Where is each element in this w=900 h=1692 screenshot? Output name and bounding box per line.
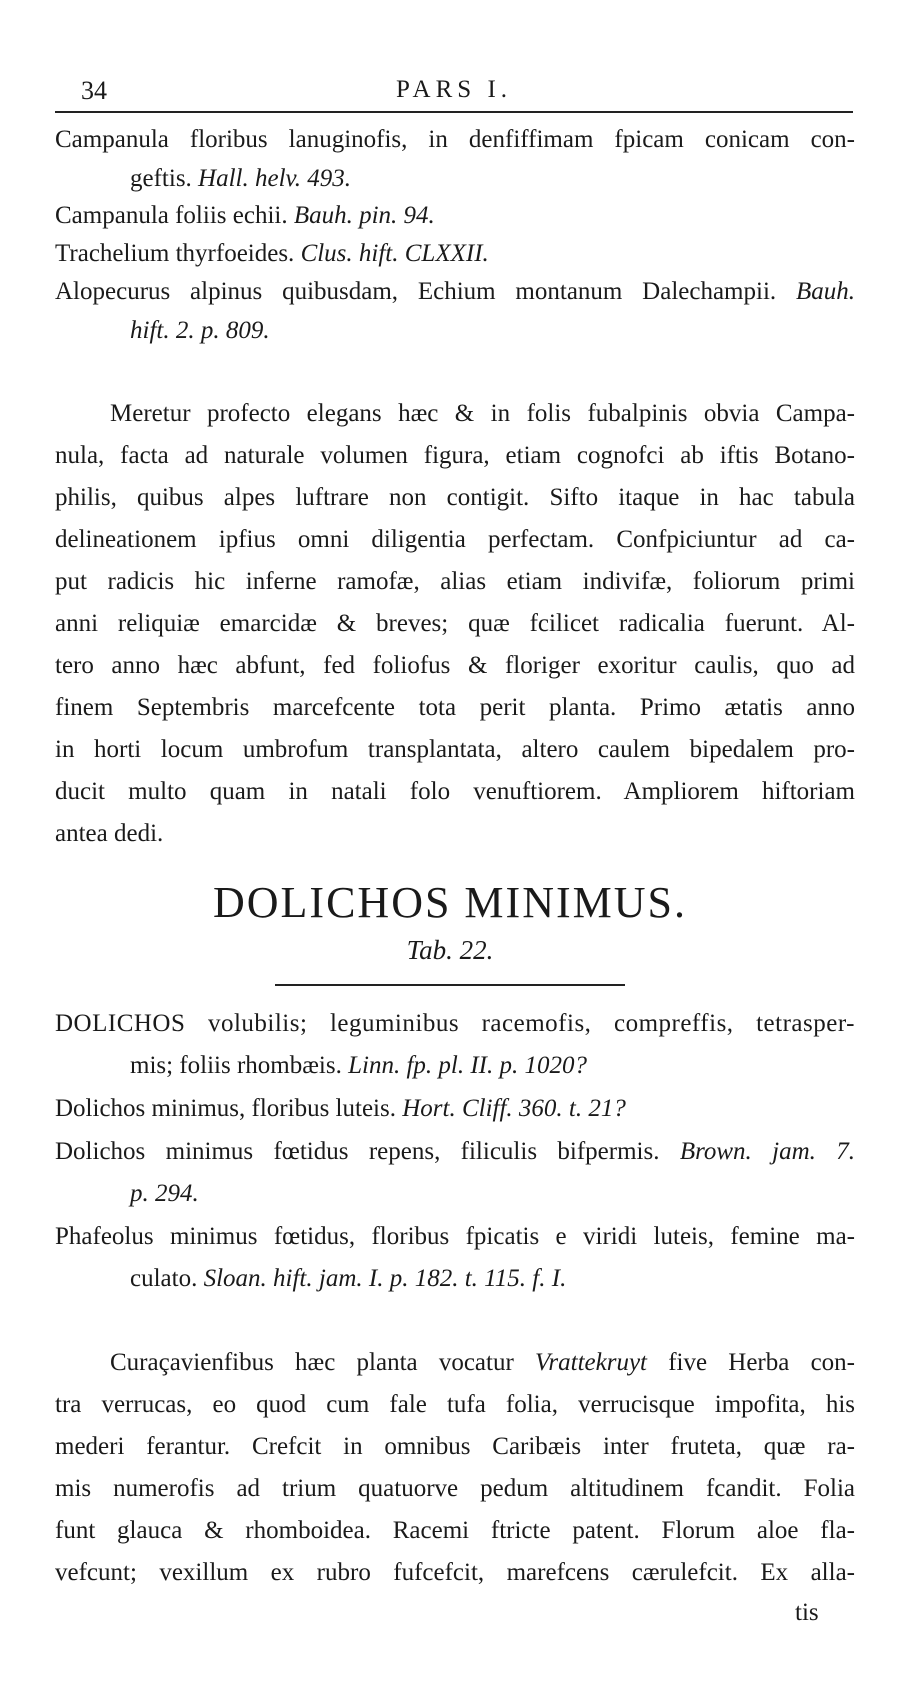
paragraph-line: Curaçavienfibus hæc planta vocatur Vrattekruyt five Herba con- <box>110 1349 855 1376</box>
synonym-line: Dolichos minimus fœtidus repens, filiculis bifpermis. Brown. jam. 7. <box>55 1138 856 1165</box>
paragraph-line: tero anno hæc abfunt, fed foliofus & floriger exoritur caulis, quo ad <box>55 652 855 679</box>
section-title: DOLICHOS MINIMUS. <box>212 878 688 927</box>
synonym-line: Dolichos minimus, floribus luteis. Hort. Cliff. 360. t. 21? <box>55 1095 626 1122</box>
synonym-line: Phafeolus minimus fœtidus, floribus fpicatis e viridi luteis, femine ma- <box>55 1223 855 1250</box>
synonym-line: mis; foliis rhombæis. Linn. fp. pl. II. p. 1020? <box>130 1052 587 1079</box>
section-rule <box>275 984 625 986</box>
page-header <box>55 76 853 110</box>
paragraph-line: in horti locum umbrofum transplantata, altero caulem bipedalem pro- <box>55 736 855 763</box>
citation: Bauh. <box>795 278 855 305</box>
synonym-line: Campanula floribus lanuginofis, in denfiffimam fpicam conicam con- <box>55 126 855 153</box>
citation: Clus. hift. CLXXII. <box>300 240 489 267</box>
paragraph-line: mis numerofis ad trium quatuorve pedum altitudinem fcandit. Folia <box>55 1475 855 1502</box>
synonym-line: geftis. Hall. helv. 493. <box>130 165 352 192</box>
paragraph-line: Meretur profecto elegans hæc & in folis fubalpinis obvia Campa- <box>110 400 855 427</box>
paragraph-line: nula, facta ad naturale volumen figura, etiam cognofci ab iftis Botano- <box>55 442 855 469</box>
running-title: PARS I. <box>395 76 513 103</box>
citation: Hort. Cliff. 360. t. 21? <box>402 1095 626 1122</box>
citation: Bauh. pin. 94. <box>293 202 435 229</box>
paragraph-line: put radicis hic inferne ramofæ, alias etiam indivifæ, foliorum primi <box>55 568 855 595</box>
vernacular-name: Vrattekruyt <box>535 1349 647 1376</box>
synonym-line: culato. Sloan. hift. jam. I. p. 182. t. 115. f. I. <box>130 1265 567 1292</box>
paragraph-line: vefcunt; vexillum ex rubro fufcefcit, marefcens cærulefcit. Ex alla- <box>55 1559 855 1586</box>
paragraph-line: funt glauca & rhomboidea. Racemi ftricte patent. Florum aloe fla- <box>55 1517 855 1544</box>
synonym-line <box>130 315 855 347</box>
page-number: 34 <box>81 76 107 105</box>
citation: hift. 2. p. 809. <box>130 317 270 344</box>
synonym-line: Alopecurus alpinus quibusdam, Echium montanum Dalechampii. Bauh. <box>55 278 855 305</box>
synonym-line: Campanula foliis echii. Bauh. pin. 94. <box>55 202 435 229</box>
paragraph-line: tra verrucas, eo quod cum fale tufa folia, verrucisque impofita, his <box>55 1391 855 1418</box>
header-rule <box>55 111 853 113</box>
paragraph-line: mederi ferantur. Crefcit in omnibus Caribæis inter fruteta, quæ ra- <box>55 1433 855 1460</box>
paragraph-line: finem Septembris marcefcente tota perit planta. Primo ætatis anno <box>55 694 855 721</box>
paragraph-line: anni reliquiæ emarcidæ & breves; quæ fcilicet radicalia fuerunt. Al- <box>55 610 855 637</box>
citation: Sloan. hift. jam. I. p. 182. t. 115. f. I. <box>203 1265 567 1292</box>
plate-reference: Tab. 22. <box>406 935 494 965</box>
synonym-line <box>130 1178 855 1210</box>
paragraph-line: philis, quibus alpes luftrare non contigit. Sifto itaque in hac tabula <box>55 484 855 511</box>
paragraph-line: delineationem ipfius omni diligentia perfectam. Confpiciuntur ad ca- <box>55 526 855 553</box>
paragraph-line: antea dedi. <box>55 820 164 847</box>
citation: p. 294. <box>130 1180 199 1207</box>
citation: Hall. helv. 493. <box>198 165 352 192</box>
synonym-line: Trachelium thyrfoeides. Clus. hift. CLXXII. <box>55 240 489 267</box>
catchword: tis <box>795 1599 819 1626</box>
citation: Brown. jam. 7. <box>679 1138 856 1165</box>
paragraph-line: ducit multo quam in natali folo venuftiorem. Ampliorem hiftoriam <box>55 778 855 805</box>
citation: Linn. fp. pl. II. p. 1020? <box>348 1052 587 1079</box>
synonym-line: DOLICHOS volubilis; leguminibus racemofis, compreffis, tetrasper- <box>55 1010 855 1037</box>
